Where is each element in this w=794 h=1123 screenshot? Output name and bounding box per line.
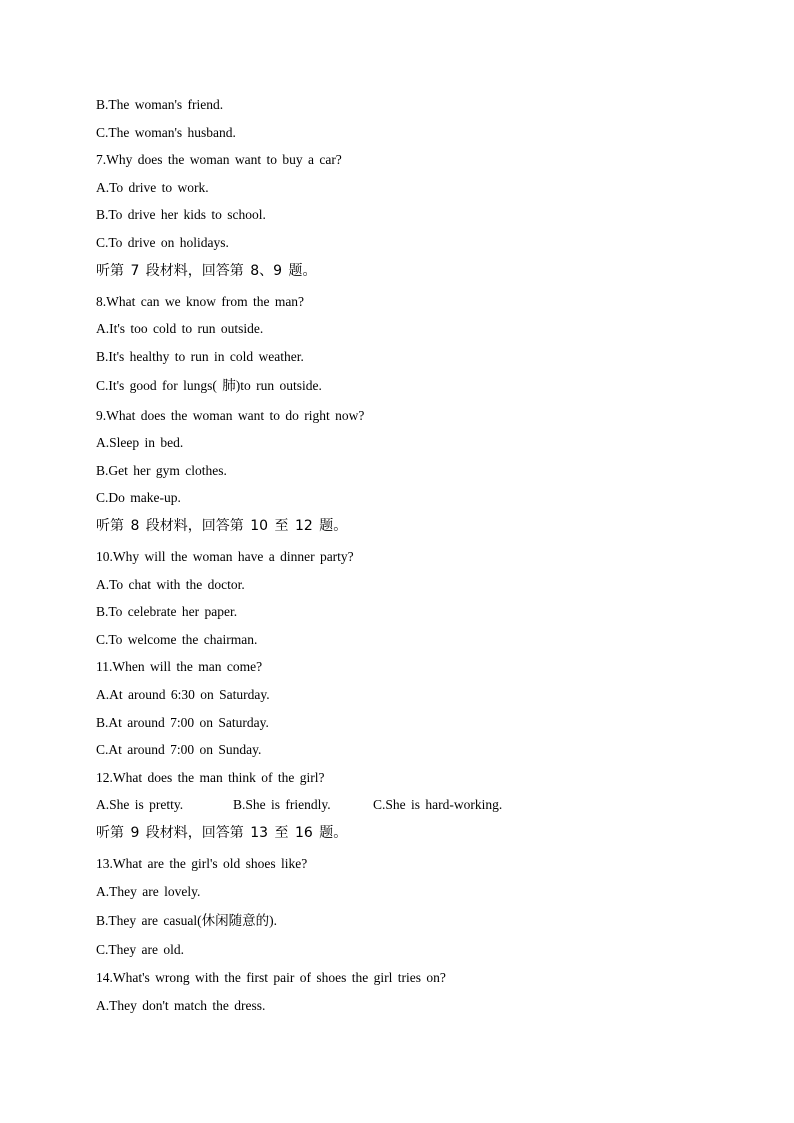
q10-question: 10.Why will the woman have a dinner party?	[96, 549, 354, 564]
q11-option-c: C.At around 7:00 on Sunday.	[96, 742, 262, 757]
q7-option-a: A.To drive to work.	[96, 180, 209, 195]
section-7-heading: 听第 7 段材料，回答第 8、9 题。	[96, 263, 317, 279]
q10-option-a: A.To chat with the doctor.	[96, 577, 245, 592]
q12-options-row	[96, 796, 716, 814]
q14-option-a: A.They don't match the dress.	[96, 998, 266, 1013]
q6-option-c: C.The woman's husband.	[96, 125, 236, 140]
q13-option-a: A.They are lovely.	[96, 884, 201, 899]
q9-option-c: C.Do make-up.	[96, 490, 181, 505]
section-8-heading: 听第 8 段材料，回答第 10 至 12 题。	[96, 518, 348, 534]
q10-option-b: B.To celebrate her paper.	[96, 604, 238, 619]
q12-question: 12.What does the man think of the girl?	[96, 770, 325, 785]
q9-question: 9.What does the woman want to do right now?	[96, 408, 365, 423]
q9-option-a: A.Sleep in bed.	[96, 435, 184, 450]
q8-option-b: B.It's healthy to run in cold weather.	[96, 349, 304, 364]
q12-option-c: C.She is hard-working.	[373, 797, 503, 812]
q8-option-c: C.It's good for lungs( 肺)to run outside.	[96, 378, 322, 393]
q11-question: 11.When will the man come?	[96, 659, 263, 674]
q13-question: 13.What are the girl's old shoes like?	[96, 856, 308, 871]
q8-question: 8.What can we know from the man?	[96, 294, 305, 309]
q12-option-a: A.She is pretty.	[96, 797, 184, 812]
section-9-heading: 听第 9 段材料，回答第 13 至 16 题。	[96, 825, 348, 841]
q10-option-c: C.To welcome the chairman.	[96, 632, 258, 647]
q9-option-b: B.Get her gym clothes.	[96, 463, 227, 478]
q13-option-c: C.They are old.	[96, 942, 184, 957]
q7-option-c: C.To drive on holidays.	[96, 235, 229, 250]
q7-option-b: B.To drive her kids to school.	[96, 207, 266, 222]
q8-option-a: A.It's too cold to run outside.	[96, 321, 264, 336]
q7-question: 7.Why does the woman want to buy a car?	[96, 152, 342, 167]
q6-option-b: B.The woman's friend.	[96, 97, 224, 112]
q11-option-a: A.At around 6:30 on Saturday.	[96, 687, 270, 702]
q11-option-b: B.At around 7:00 on Saturday.	[96, 715, 269, 730]
q13-option-b: B.They are casual(休闲随意的).	[96, 913, 277, 928]
q12-option-b: B.She is friendly.	[233, 797, 331, 812]
q14-question: 14.What's wrong with the first pair of shoes the girl tries on?	[96, 970, 446, 985]
